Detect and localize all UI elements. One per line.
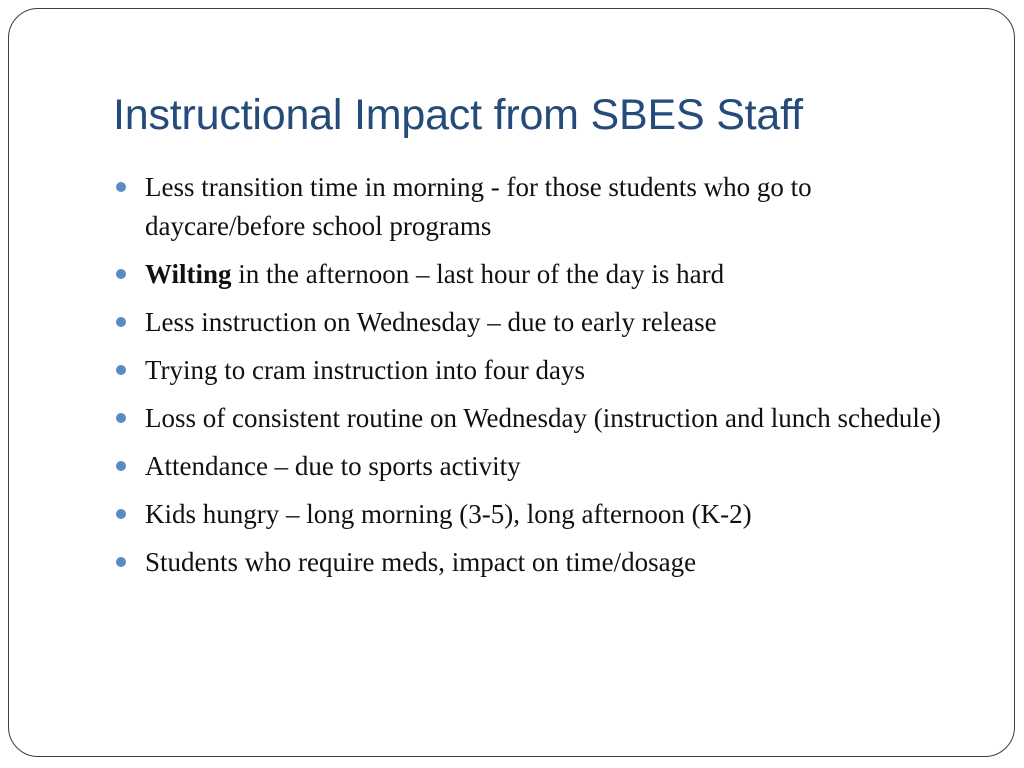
bullet-text: Less transition time in morning - for those students who go to daycare/before school programs [145, 172, 812, 241]
bullet-text: Less instruction on Wednesday – due to early release [145, 307, 717, 337]
bullet-item [113, 351, 943, 390]
bullet-item [113, 303, 943, 342]
bullet-text: Kids hungry – long morning (3-5), long afternoon (K-2) [145, 499, 752, 529]
bullet-list [113, 168, 943, 591]
bullet-dot-icon [116, 509, 126, 519]
bullet-dot-icon [116, 317, 126, 327]
bullet-dot-icon [116, 269, 126, 279]
bullet-text: Trying to cram instruction into four days [145, 355, 585, 385]
bullet-item [113, 543, 943, 582]
bullet-item [113, 168, 943, 246]
slide-title: Instructional Impact from SBES Staff [113, 91, 803, 139]
bullet-text: Students who require meds, impact on time/dosage [145, 547, 697, 577]
bullet-dot-icon [116, 365, 126, 375]
bullet-item [113, 447, 943, 486]
bullet-text: in the afternoon – last hour of the day is hard [231, 259, 725, 289]
bullet-item [113, 399, 943, 438]
bullet-item [113, 255, 943, 294]
bullet-dot-icon [116, 413, 126, 423]
bullet-text: Loss of consistent routine on Wednesday (instruction and lunch schedule) [145, 403, 941, 433]
bullet-text: Attendance – due to sports activity [145, 451, 521, 481]
bullet-bold-lead: Wilting [145, 259, 232, 289]
bullet-dot-icon [116, 182, 126, 192]
bullet-dot-icon [116, 557, 126, 567]
bullet-item [113, 495, 943, 534]
bullet-dot-icon [116, 461, 126, 471]
